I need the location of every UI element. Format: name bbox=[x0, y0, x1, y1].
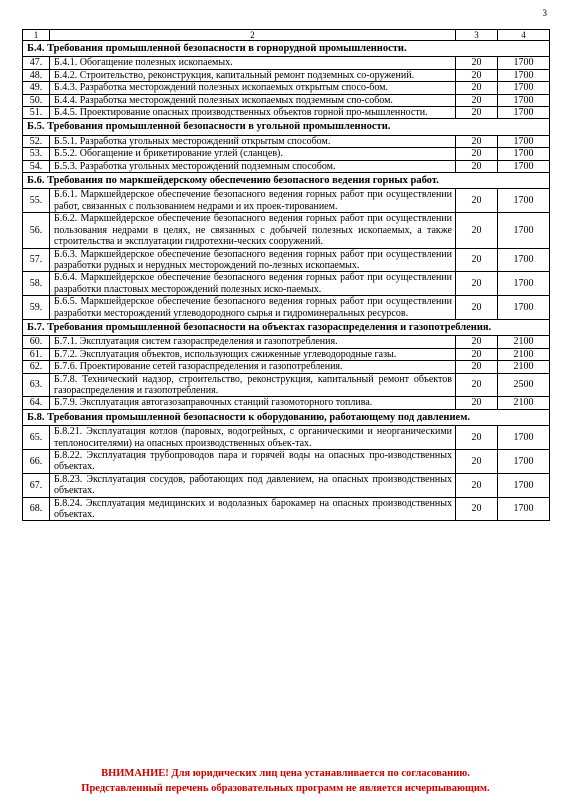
table-row bbox=[23, 397, 550, 409]
hours: 20 bbox=[456, 148, 498, 160]
hours: 20 bbox=[456, 69, 498, 81]
table-row bbox=[23, 107, 550, 119]
hours: 20 bbox=[456, 450, 498, 474]
column-header: 4 bbox=[498, 30, 550, 41]
section-row bbox=[23, 41, 550, 57]
program-name: Б.7.6. Проектирование сетей газораспределения и газопотребления. bbox=[50, 361, 456, 373]
hours: 20 bbox=[456, 213, 498, 248]
table-row bbox=[23, 348, 550, 360]
hours: 20 bbox=[456, 473, 498, 497]
notice bbox=[0, 766, 571, 796]
hours: 20 bbox=[456, 107, 498, 119]
price: 1700 bbox=[498, 148, 550, 160]
table-row bbox=[23, 94, 550, 106]
row-number: 62. bbox=[23, 361, 50, 373]
row-number: 57. bbox=[23, 248, 50, 272]
program-name: Б.8.21. Эксплуатация котлов (паровых, водогрейных, с органическими и неорганическими теплоносителями) на опасных производственных объек-тах. bbox=[50, 426, 456, 450]
row-number: 52. bbox=[23, 135, 50, 147]
row-number: 68. bbox=[23, 497, 50, 521]
program-name: Б.4.5. Проектирование опасных производственных объектов горной про-мышленности. bbox=[50, 107, 456, 119]
hours: 20 bbox=[456, 397, 498, 409]
table-row bbox=[23, 189, 550, 213]
section-title: Б.5. Требования промышленной безопасности в угольной промышленности. bbox=[23, 119, 550, 135]
price: 2100 bbox=[498, 361, 550, 373]
hours: 20 bbox=[456, 336, 498, 348]
program-name: Б.7.9. Эксплуатация автогазозаправочных станций газомоторного топлива. bbox=[50, 397, 456, 409]
program-name: Б.4.1. Обогащение полезных ископаемых. bbox=[50, 57, 456, 69]
program-name: Б.6.2. Маркшейдерское обеспечение безопасного ведения горных работ при осуществлении пользования недрами в целях, не связанных с добычей полезных ископаемых, а также строительства и эксплуатации гидротехни-ческих сооружений. bbox=[50, 213, 456, 248]
program-name: Б.7.1. Эксплуатация систем газораспределения и газопотребления. bbox=[50, 336, 456, 348]
row-number: 56. bbox=[23, 213, 50, 248]
price: 2500 bbox=[498, 373, 550, 397]
row-number: 67. bbox=[23, 473, 50, 497]
table-row bbox=[23, 336, 550, 348]
table-row bbox=[23, 272, 550, 296]
row-number: 64. bbox=[23, 397, 50, 409]
section-row bbox=[23, 319, 550, 335]
table-row bbox=[23, 373, 550, 397]
table-row bbox=[23, 426, 550, 450]
price: 1700 bbox=[498, 160, 550, 172]
table-body bbox=[23, 30, 550, 521]
table-row bbox=[23, 213, 550, 248]
price: 1700 bbox=[498, 272, 550, 296]
row-number: 63. bbox=[23, 373, 50, 397]
row-number: 61. bbox=[23, 348, 50, 360]
row-number: 51. bbox=[23, 107, 50, 119]
program-name: Б.4.4. Разработка месторождений полезных ископаемых подземным спо-собом. bbox=[50, 94, 456, 106]
price: 1700 bbox=[498, 82, 550, 94]
table-row bbox=[23, 148, 550, 160]
table-row bbox=[23, 497, 550, 521]
table-row bbox=[23, 135, 550, 147]
hours: 20 bbox=[456, 272, 498, 296]
table-row bbox=[23, 57, 550, 69]
table-row bbox=[23, 450, 550, 474]
price: 1700 bbox=[498, 94, 550, 106]
row-number: 49. bbox=[23, 82, 50, 94]
section-row bbox=[23, 119, 550, 135]
price: 1700 bbox=[498, 57, 550, 69]
header-row bbox=[23, 30, 550, 41]
row-number: 55. bbox=[23, 189, 50, 213]
hours: 20 bbox=[456, 348, 498, 360]
column-header: 1 bbox=[23, 30, 50, 41]
row-number: 54. bbox=[23, 160, 50, 172]
price: 1700 bbox=[498, 426, 550, 450]
row-number: 58. bbox=[23, 272, 50, 296]
section-title: Б.8. Требования промышленной безопасности к оборудованию, работающему под давлением. bbox=[23, 409, 550, 425]
column-header: 2 bbox=[50, 30, 456, 41]
section-row bbox=[23, 409, 550, 425]
program-name: Б.8.24. Эксплуатация медицинских и водолазных барокамер на опасных производственных объектах. bbox=[50, 497, 456, 521]
price: 2100 bbox=[498, 348, 550, 360]
program-name: Б.8.22. Эксплуатация трубопроводов пара и горячей воды на опасных про-изводственных объектах. bbox=[50, 450, 456, 474]
hours: 20 bbox=[456, 497, 498, 521]
price: 2100 bbox=[498, 397, 550, 409]
program-name: Б.7.2. Эксплуатация объектов, использующих сжиженные углеводородные газы. bbox=[50, 348, 456, 360]
row-number: 59. bbox=[23, 296, 50, 320]
column-header: 3 bbox=[456, 30, 498, 41]
price: 1700 bbox=[498, 69, 550, 81]
section-title: Б.7. Требования промышленной безопасности на объектах газораспределения и газопотребления. bbox=[23, 319, 550, 335]
price: 1700 bbox=[498, 135, 550, 147]
table-row bbox=[23, 473, 550, 497]
notice-line-2: Представленный перечень образовательных программ не является исчерпывающим. bbox=[81, 783, 490, 794]
price: 1700 bbox=[498, 473, 550, 497]
hours: 20 bbox=[456, 373, 498, 397]
price: 1700 bbox=[498, 497, 550, 521]
program-name: Б.5.3. Разработка угольных месторождений подземным способом. bbox=[50, 160, 456, 172]
program-name: Б.6.3. Маркшейдерское обеспечение безопасного ведения горных работ при осуществлении разработки рудных и нерудных месторождений по-лезных ископаемых. bbox=[50, 248, 456, 272]
hours: 20 bbox=[456, 57, 498, 69]
program-name: Б.4.2. Строительство, реконструкция, капитальный ремонт подземных со-оружений. bbox=[50, 69, 456, 81]
hours: 20 bbox=[456, 94, 498, 106]
program-name: Б.8.23. Эксплуатация сосудов, работающих под давлением, на опасных производственных объектах. bbox=[50, 473, 456, 497]
program-name: Б.4.3. Разработка месторождений полезных ископаемых открытым спосо-бом. bbox=[50, 82, 456, 94]
price: 1700 bbox=[498, 213, 550, 248]
hours: 20 bbox=[456, 426, 498, 450]
table-row bbox=[23, 361, 550, 373]
row-number: 60. bbox=[23, 336, 50, 348]
price: 2100 bbox=[498, 336, 550, 348]
hours: 20 bbox=[456, 135, 498, 147]
table-row bbox=[23, 296, 550, 320]
price: 1700 bbox=[498, 189, 550, 213]
section-title: Б.6. Требования по маркшейдерскому обеспечению безопасного ведения горных работ. bbox=[23, 173, 550, 189]
section-row bbox=[23, 173, 550, 189]
program-name: Б.7.8. Технический надзор, строительство, реконструкция, капитальный ремонт объектов газораспределения и газопотребления. bbox=[50, 373, 456, 397]
table-row bbox=[23, 160, 550, 172]
table-row bbox=[23, 248, 550, 272]
hours: 20 bbox=[456, 189, 498, 213]
price: 1700 bbox=[498, 296, 550, 320]
row-number: 47. bbox=[23, 57, 50, 69]
table-row bbox=[23, 69, 550, 81]
table-row bbox=[23, 82, 550, 94]
row-number: 48. bbox=[23, 69, 50, 81]
hours: 20 bbox=[456, 296, 498, 320]
hours: 20 bbox=[456, 248, 498, 272]
hours: 20 bbox=[456, 82, 498, 94]
program-name: Б.6.5. Маркшейдерское обеспечение безопасного ведения горных работ при осуществлении разработки месторождений углеводородного сырья и гидроминеральных ресурсов. bbox=[50, 296, 456, 320]
hours: 20 bbox=[456, 361, 498, 373]
row-number: 66. bbox=[23, 450, 50, 474]
price: 1700 bbox=[498, 450, 550, 474]
row-number: 50. bbox=[23, 94, 50, 106]
row-number: 53. bbox=[23, 148, 50, 160]
price: 1700 bbox=[498, 248, 550, 272]
program-name: Б.5.2. Обогащение и брикетирование углей (сланцев). bbox=[50, 148, 456, 160]
section-title: Б.4. Требования промышленной безопасности в горнорудной промышленности. bbox=[23, 41, 550, 57]
program-name: Б.5.1. Разработка угольных месторождений открытым способом. bbox=[50, 135, 456, 147]
price: 1700 bbox=[498, 107, 550, 119]
notice-line-1: ВНИМАНИЕ! Для юридических лиц цена устанавливается по согласованию. bbox=[101, 768, 470, 779]
row-number: 65. bbox=[23, 426, 50, 450]
programs-table bbox=[22, 29, 550, 521]
hours: 20 bbox=[456, 160, 498, 172]
page-number: 3 bbox=[542, 8, 547, 18]
program-name: Б.6.1. Маркшейдерское обеспечение безопасного ведения горных работ при осуществлении работ, связанных с пользованием недрами и их проек-тированием. bbox=[50, 189, 456, 213]
program-name: Б.6.4. Маркшейдерское обеспечение безопасного ведения горных работ при осуществлении разработки пластовых месторождений полезных иско-паемых. bbox=[50, 272, 456, 296]
